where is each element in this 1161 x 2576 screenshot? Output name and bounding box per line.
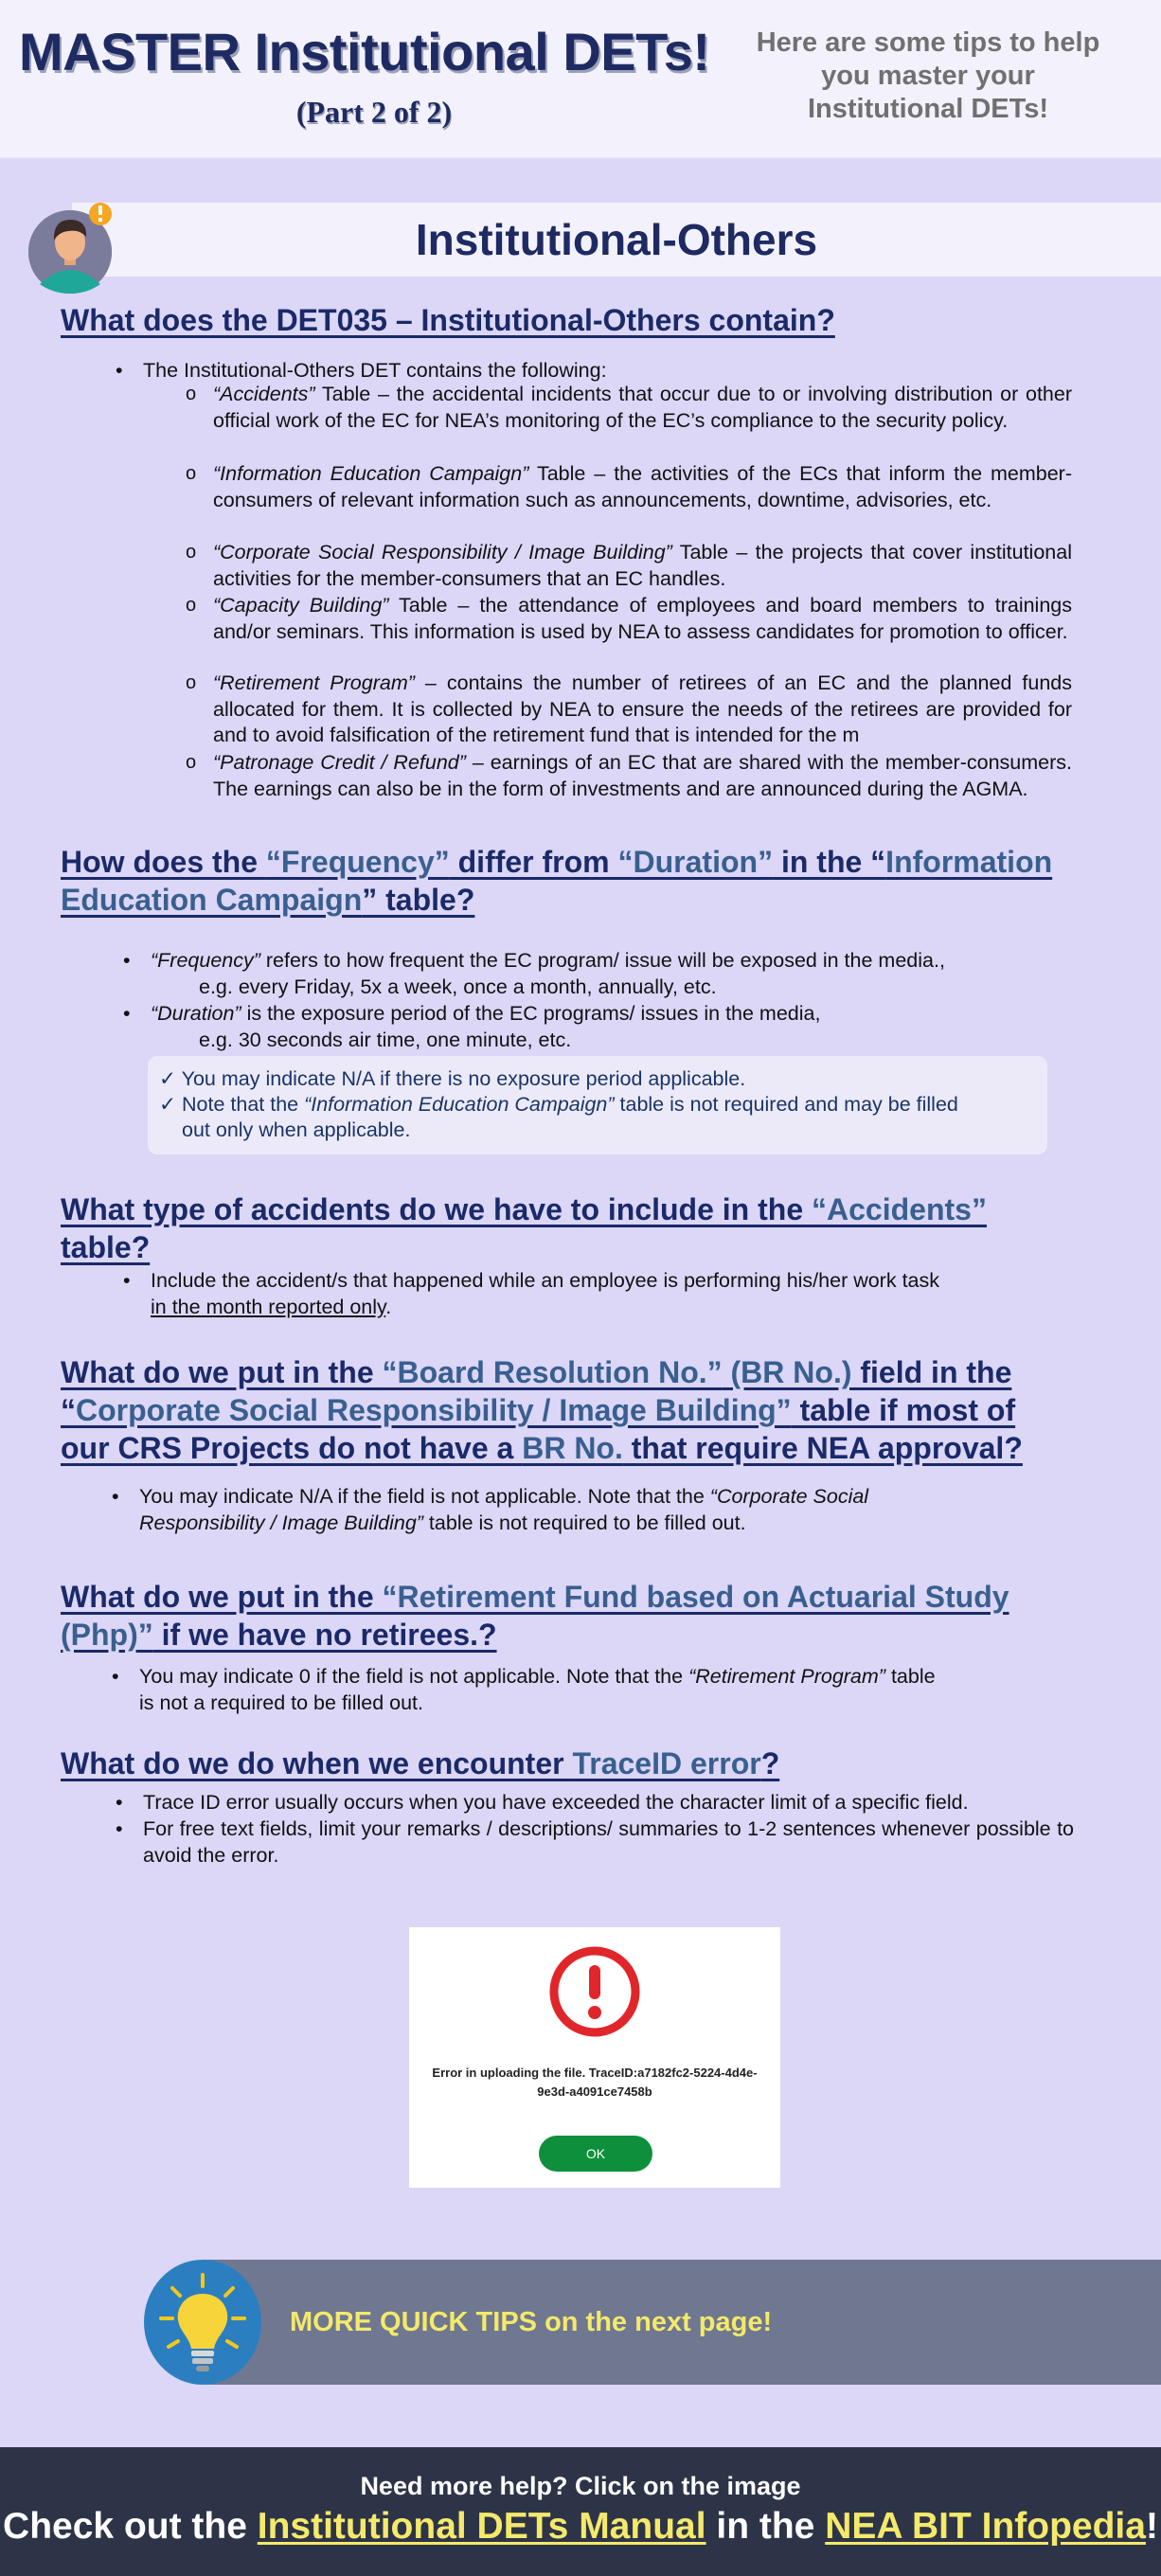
question-accident-types xyxy=(61,1190,1121,1266)
footer-text-3: ! xyxy=(1145,2506,1158,2547)
q3-highlight-accidents: “Accidents” xyxy=(812,1192,987,1226)
q4-text-4: “ xyxy=(61,1393,76,1427)
quick-tips-text: MORE QUICK TIPS on the next page! xyxy=(290,2307,773,2337)
bullet-dot: • xyxy=(123,1002,131,1025)
note-text-2c: table is not required and may be filled xyxy=(614,1093,958,1116)
q4-text-2 xyxy=(723,1355,731,1389)
note-text-1: You may indicate N/A if there is no exposure period applicable. xyxy=(181,1067,746,1090)
q1-list-item-text xyxy=(213,750,1072,802)
q4-text-1: What do we put in the xyxy=(61,1355,383,1389)
quick-tips-band xyxy=(203,2260,1161,2385)
note-text-2a: Note that the xyxy=(182,1093,305,1116)
q1-list-item-text xyxy=(213,593,1072,645)
q4-bullet-text: You may indicate N/A if the field is not applicable. Note that the xyxy=(139,1485,710,1508)
q2-frequency-term: “Frequency” xyxy=(151,949,260,972)
q6-bullet-1-text: Trace ID error usually occurs when you have exceeded the character limit of a specific field. xyxy=(143,1791,969,1814)
q1-list-item-text xyxy=(213,671,1072,749)
q5-highlight-retirement-fund: “Retirement Fund based on Actuarial Study xyxy=(382,1580,1009,1614)
checkmark-icon: ✓ xyxy=(159,1067,177,1090)
q5-highlight-php: (Php)” xyxy=(61,1618,153,1652)
nea-bit-infopedia-link[interactable]: NEA BIT Infopedia xyxy=(825,2506,1146,2547)
bullet-dot: • xyxy=(112,1485,119,1508)
lightbulb-icon xyxy=(144,2260,261,2385)
q4-highlight-br-no: (BR No.) xyxy=(730,1355,852,1389)
q2-text-2: differ from xyxy=(449,845,618,879)
q4-text-7: that require NEA approval? xyxy=(622,1431,1023,1465)
checkmark-icon: ✓ xyxy=(159,1093,177,1116)
q4-bullet-em-2: Responsibility / Image Building” xyxy=(139,1512,423,1534)
q5-bullet-text: You may indicate 0 if the field is not applicable. Note that the xyxy=(139,1665,689,1688)
institutional-dets-manual-link[interactable]: Institutional DETs Manual xyxy=(257,2506,706,2547)
error-dialog-image[interactable] xyxy=(409,1927,780,2188)
q2-text-4: ” table? xyxy=(362,883,475,917)
footer-cta xyxy=(0,2506,1161,2548)
q2-highlight-iec: Information Education Campaign xyxy=(61,845,1053,917)
circle-bullet-icon: o xyxy=(186,595,197,616)
q2-duration-example: e.g. 30 seconds air time, one minute, etc. xyxy=(199,1029,572,1051)
note-text-2d: out only when applicable. xyxy=(182,1118,411,1141)
q1-item-desc: Table – the attendance of employees and board members to trainings and/or seminars. This information is used by NEA to assess candidates for promotion to officer. xyxy=(213,594,1072,643)
q3-bullet-line-2 xyxy=(151,1295,391,1321)
q4-text-6: our CRS Projects do not have a xyxy=(61,1431,523,1465)
circle-bullet-icon: o xyxy=(186,463,197,484)
q1-list-item-text xyxy=(213,382,1072,434)
q3-text-1: What type of accidents do we have to include in the xyxy=(61,1192,812,1226)
main-title: MASTER Institutional DETs! xyxy=(19,22,710,81)
q1-intro: The Institutional-Others DET contains the following: xyxy=(143,359,607,382)
q5-text-2: if we have no retirees.? xyxy=(152,1618,497,1652)
q1-item-desc: Table – the activities of the ECs that inform the member-consumers of relevant information such as announcements, downtime, advisories, etc. xyxy=(213,462,1072,511)
q4-highlight-board-resolution: “Board Resolution No.” xyxy=(382,1355,723,1389)
q4-text-3: field in the xyxy=(851,1355,1012,1389)
q1-item-desc: Table – the accidental incidents that occur due to or involving distribution or other official work of the EC for NEA’s monitoring of the EC’s compliance to the security policy. xyxy=(213,383,1072,432)
note-text-2b: “Information Education Campaign” xyxy=(304,1093,615,1116)
footer xyxy=(0,2447,1161,2576)
question-frequency-vs-duration xyxy=(61,843,1121,919)
q6-highlight-traceid: TraceID error xyxy=(572,1746,761,1780)
question-traceid-error xyxy=(61,1744,779,1782)
q4-highlight-csr: Corporate Social Responsibility / Image Building” xyxy=(76,1393,792,1427)
q1-item-name: “Information Education Campaign” xyxy=(213,462,529,485)
q4-bullet-line-1 xyxy=(139,1484,868,1511)
q3-bullet-text: Include the accident/s that happened while an employee is performing his/her work task xyxy=(151,1269,939,1292)
q2-duration-term: “Duration” xyxy=(151,1002,241,1025)
bullet-dot: • xyxy=(123,949,131,972)
circle-bullet-icon: o xyxy=(186,672,197,693)
q2-note-box xyxy=(148,1056,1047,1154)
error-message: Error in uploading the file. TraceID:a7182fc2-5224-4d4e-9e3d-a4091ce7458b xyxy=(432,2066,758,2099)
q6-bullet-2-text: For free text fields, limit your remarks / descriptions/ summaries to 1-2 sentences whenever possible to avoid the error. xyxy=(143,1817,1074,1867)
circle-bullet-icon: o xyxy=(186,384,197,404)
q2-duration-text xyxy=(151,1001,820,1028)
bullet-dot: • xyxy=(116,1817,123,1840)
q3-bullet-underlined: in the month reported only xyxy=(151,1296,386,1318)
question-det035-contents: What does the DET035 – Institutional-Others contain? xyxy=(61,303,835,337)
q2-text-1: How does the xyxy=(61,845,266,879)
q4-bullet-em: “Corporate Social xyxy=(709,1485,869,1508)
q2-frequency-example: e.g. every Friday, 5x a week, once a month, annually, etc. xyxy=(199,975,717,998)
q2-frequency-text xyxy=(151,948,945,975)
q4-text-5: table if most of xyxy=(791,1393,1016,1427)
ok-button[interactable]: OK xyxy=(539,2136,652,2172)
q2-highlight-duration: “Duration” xyxy=(617,845,774,879)
q5-bullet-line-1 xyxy=(139,1664,936,1690)
q4-bullet-end: table is not required to be filled out. xyxy=(422,1512,746,1534)
section-title: Institutional-Others xyxy=(415,215,818,264)
q6-text-2: ? xyxy=(760,1746,780,1780)
circle-bullet-icon: o xyxy=(186,542,197,563)
q3-bullet-end: . xyxy=(385,1296,392,1318)
q2-frequency-desc: refers to how frequent the EC program/ issue will be exposed in the media., xyxy=(259,949,945,972)
bullet-dot: • xyxy=(116,359,123,382)
error-exclamation-icon xyxy=(547,1944,642,2039)
q1-item-desc: – earnings of an EC that are shared with the member-consumers. The earnings can also be in the form of investments and are announced during the AGMA. xyxy=(213,751,1072,800)
q1-item-name: “Capacity Building” xyxy=(213,594,389,617)
q1-item-name: “Patronage Credit / Refund” xyxy=(213,751,466,774)
q4-highlight-br-no-2: BR No. xyxy=(522,1431,623,1465)
note-line-2 xyxy=(159,1092,958,1118)
part-label: (Part 2 of 2) xyxy=(295,95,453,129)
question-retirement-fund xyxy=(61,1578,1140,1654)
q5-bullet-end: table xyxy=(884,1665,936,1688)
q5-bullet-line-2: is not a required to be filled out. xyxy=(139,1691,423,1714)
q2-text-3: in the “ xyxy=(773,845,886,879)
circle-bullet-icon: o xyxy=(186,752,197,773)
q1-item-name: “Retirement Program” xyxy=(213,671,415,694)
q5-text-1: What do we put in the xyxy=(61,1580,383,1614)
footer-help-text: Need more help? Click on the image xyxy=(360,2472,801,2500)
q1-item-name: “Accidents” xyxy=(213,383,315,405)
bullet-dot: • xyxy=(112,1665,119,1688)
footer-text-2: in the xyxy=(706,2506,826,2547)
q1-item-desc: Table – the projects that cover institutional activities for the member-consumers that an EC handles. xyxy=(213,541,1072,590)
q5-bullet-em: “Retirement Program” xyxy=(688,1665,885,1688)
q2-duration-desc: is the exposure period of the EC programs/ issues in the media, xyxy=(241,1002,821,1025)
header-tip: Here are some tips to help you master your Institutional DETs! xyxy=(756,27,1100,124)
q6-text-1: What do we do when we encounter xyxy=(61,1746,573,1780)
bullet-dot: • xyxy=(116,1791,123,1814)
q2-highlight-frequency: “Frequency” xyxy=(265,845,450,879)
footer-text-1: Check out the xyxy=(3,2506,258,2547)
q3-text-2: table? xyxy=(61,1230,151,1264)
bullet-dot: • xyxy=(123,1269,131,1292)
q1-list-item-text xyxy=(213,461,1072,513)
note-line-1 xyxy=(159,1066,745,1092)
person-avatar-icon xyxy=(27,197,114,295)
section-banner xyxy=(72,203,1161,277)
q4-bullet-line-2 xyxy=(139,1511,746,1537)
header xyxy=(0,0,1161,159)
q1-list-item-text xyxy=(213,540,1072,592)
q1-item-name: “Corporate Social Responsibility / Image Building” xyxy=(213,541,672,564)
question-board-resolution xyxy=(61,1353,1140,1467)
q1-item-desc: – contains the number of retirees of an EC and the planned funds allocated for them. It is collected by NEA to ensure the needs of the retirees are provided for and to avoid falsification of the retirement fund that is intended for the m xyxy=(213,671,1072,746)
